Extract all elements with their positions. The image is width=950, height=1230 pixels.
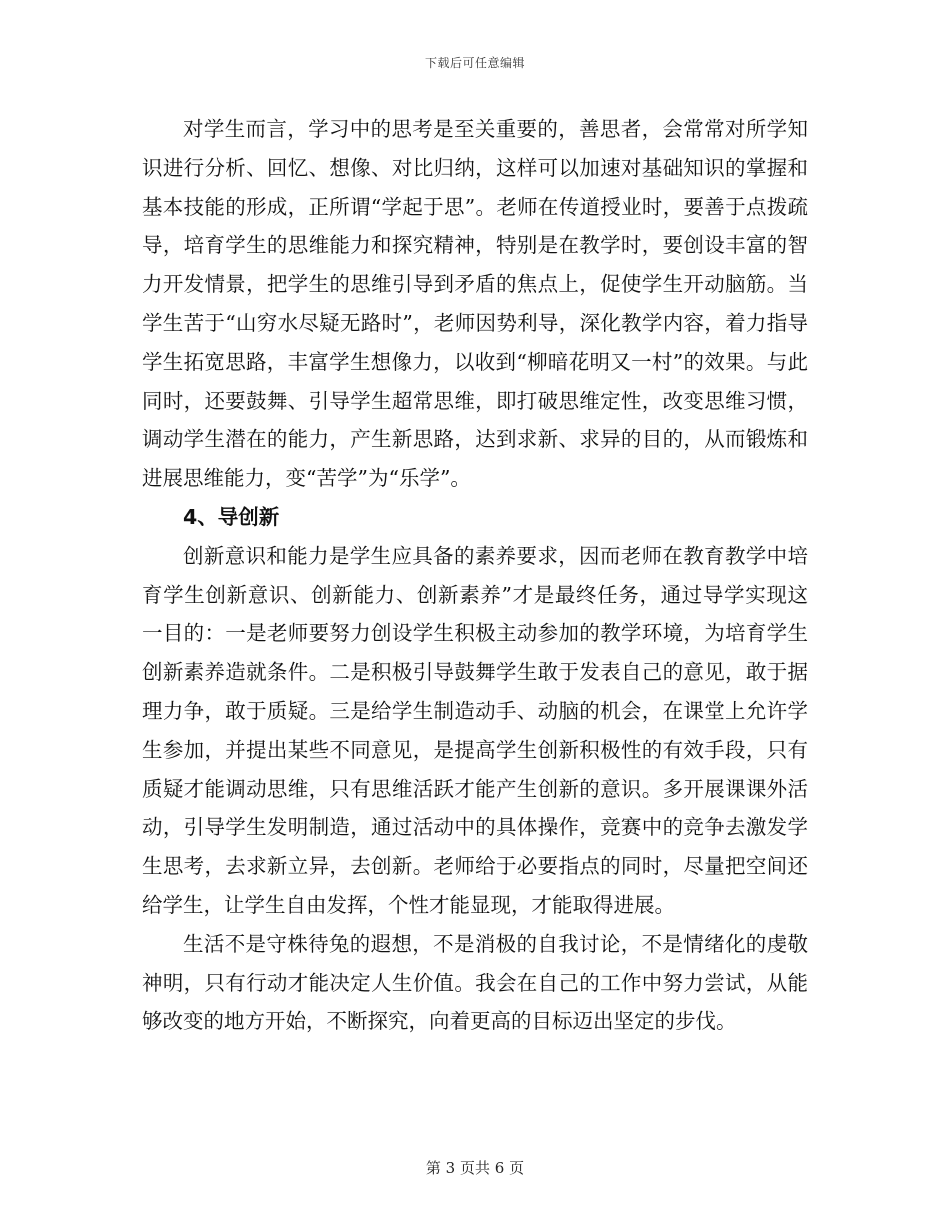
paragraph-innovation: 创新意识和能力是学生应具备的素养要求，因而老师在教育教学中培育学生创新意识、创新能力、创新素养”才是最终任务，通过导学实现这一目的：一是老师要努力创设学生积极主动参加的教学环境，为培育学生创新素养造就条件。二是积极引导鼓舞学生敢于发表自己的意见，敢于据理力争，敢于质疑。三是给学生制造动手、动脑的机会，在课堂上允许学生参加，并提出某些不同意见，是提高学生创新积极性的有效手段，只有质疑才能调动思维，只有思维活跃才能产生创新的意识。多开展课课外活动，引导学生发明制造，通过活动中的具体操作，竞赛中的竞争去激发学生思考，去求新立异，去创新。老师给于必要指点的同时，尽量把空间还给学生，让学生自由发挥，个性才能显现，才能取得进展。 [142,543,808,917]
paragraph-thinking: 对学生而言，学习中的思考是至关重要的，善思者，会常常对所学知识进行分析、回忆、想像、对比归纳，这样可以加速对基础知识的掌握和基本技能的形成，正所谓“学起于思”。老师在传道授业时，要善于点拨疏导，培育学生的思维能力和探究精神，特别是在教学时，要创设丰富的智力开发情景，把学生的思维引导到矛盾的焦点上，促使学生开动脑筋。当学生苦于“山穷水尽疑无路时”，老师因势利导，深化教学内容，着力指导学生拓宽思路，丰富学生想像力，以收到“柳暗花明又一村”的效果。与此同时，还要鼓舞、引导学生超常思维，即打破思维定性，改变思维习惯，调动学生潜在的能力，产生新思路，达到求新、求异的目的，从而锻炼和进展思维能力，变“苦学”为“乐学”。 [142,117,808,491]
page-header: 下载后可任意编辑 [424,56,525,70]
document-body [142,110,808,1041]
page-number-footer: 第 3 页共 6 页 [425,1159,525,1177]
paragraph-conclusion: 生活不是守株待兔的遐想，不是消极的自我讨论，不是情绪化的虔敬神明，只有行动才能决定人生价值。我会在自己的工作中努力尝试，从能够改变的地方开始，不断探究，向着更高的目标迈出坚定的步伐。 [142,931,808,1034]
section-heading-innovation: 4、导创新 [183,504,280,529]
